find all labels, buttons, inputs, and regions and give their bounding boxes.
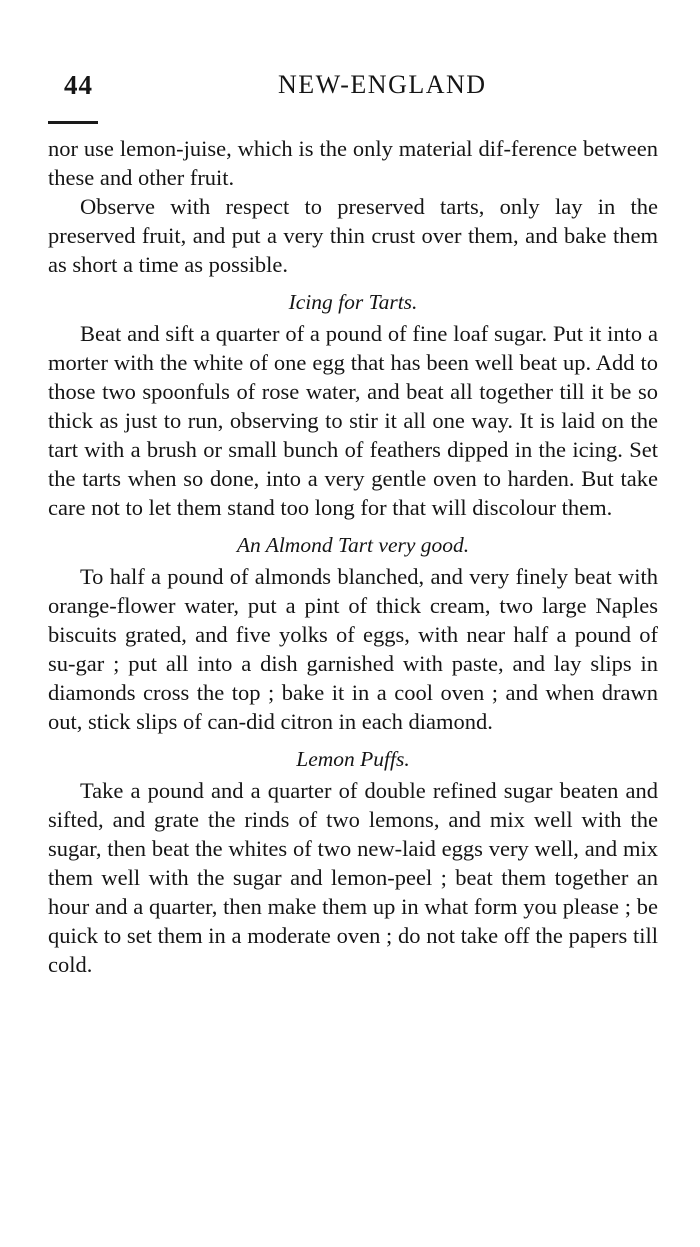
lemon-puffs-heading: Lemon Puffs. [296, 747, 410, 771]
preserved-tarts-paragraph: Observe with respect to preserved tarts, only lay in the preserved fruit, and put a very thin crust over them, and bake them as short a time as possible. [48, 194, 658, 277]
page-body [48, 134, 658, 979]
almond-tart-heading: An Almond Tart very good. [236, 533, 470, 557]
almond-tart-paragraph: To half a pound of almonds blanched, and very finely beat with orange-flower water, put a pint of thick cream, two large Naples biscuits grated, and five yolks of eggs, with near half a pound of su-gar ; put all into a dish garnished with paste, and lay slips in diamonds cross the top ; bake it in a cool oven ; and when drawn out, stick slips of can-did citron in each diamond. [48, 564, 658, 734]
header-rule [48, 121, 98, 124]
running-title: NEW-ENGLAND [278, 70, 487, 99]
page-header [48, 70, 658, 110]
icing-paragraph: Beat and sift a quarter of a pound of fine loaf sugar. Put it into a morter with the white of one egg that has been well beat up. Add to those two spoonfuls of rose water, and beat all together till it be so thick as just to run, observing to stir it all one way. It is laid on the tart with a brush or small bunch of feathers dipped in the icing. Set the tarts when so done, into a very gentle oven to harden. But take care not to let them stand too long for that will discolour them. [48, 321, 658, 520]
lemon-puffs-paragraph: Take a pound and a quarter of double refined sugar beaten and sifted, and grate the rinds of two lemons, and mix well with the sugar, then beat the whites of two new-laid eggs very well, and mix them well with the sugar and lemon-peel ; beat them together an hour and a quarter, then make them up in what form you please ; be quick to set them in a moderate oven ; do not take off the papers till cold. [48, 778, 658, 977]
page-number: 44 [64, 70, 93, 100]
icing-heading: Icing for Tarts. [288, 290, 418, 314]
continuation-paragraph: nor use lemon-juise, which is the only material dif-ference between these and other fruit. [48, 136, 658, 190]
